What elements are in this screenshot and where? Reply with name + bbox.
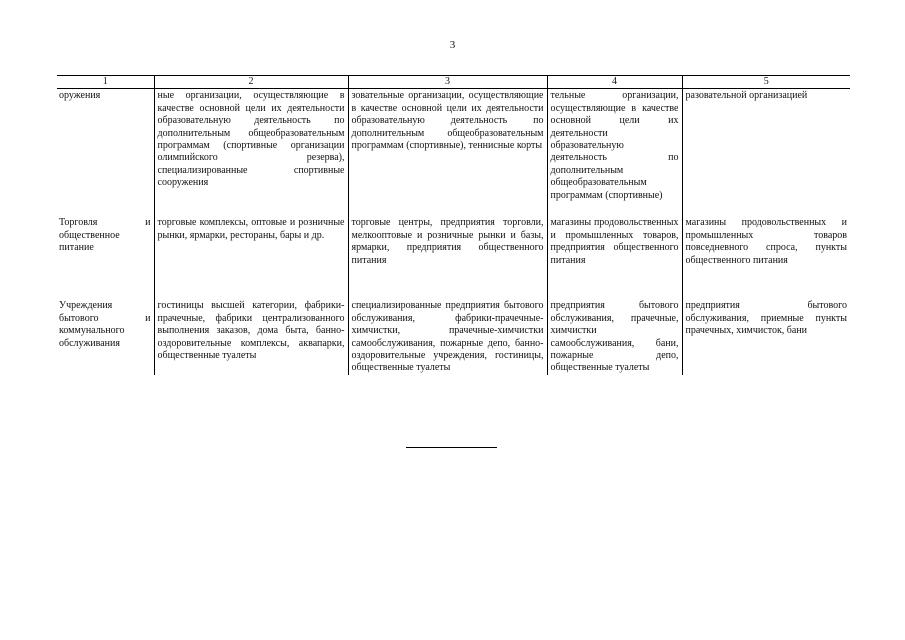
table-row: [57, 208, 850, 291]
table-cell: предприятия бытового обслуживания, приемные пункты прачечных, химчисток, бани: [682, 291, 850, 374]
table-cell: гостиницы высшей категории, фабрики-прачечные, фабрики централизованного выполнения заказов, дома быта, банно-оздоровительные комплексы, аквапарки, общественные туалеты: [154, 291, 348, 374]
table-cell: торговые центры, предприятия торговли, мелкооптовые и розничные рынки и базы, ярмарки, предприятия общественного питания: [348, 208, 547, 291]
table-cell: торговые комплексы, оптовые и розничные рынки, ярмарки, рестораны, бары и др.: [154, 208, 348, 291]
table-row: [57, 291, 850, 374]
table-cell: разовательной организацией: [682, 89, 850, 209]
table-cell: Торговля и общественное питание: [59, 217, 151, 254]
column-header: 4: [547, 76, 682, 89]
table-cell: оружения: [59, 90, 101, 102]
page-number: 3: [449, 39, 456, 51]
table-cell: зовательные организации, осуществляющие в качестве основной цели их деятельности образовательную деятельность по дополнительным общеобразовательным программам (спортивные), теннисные корты: [348, 89, 547, 209]
table-cell: магазины продовольственных и промышленных товаров, предприятия общественного питания: [547, 208, 682, 291]
column-header: 2: [154, 76, 348, 89]
table-cell: предприятия бытового обслуживания, прачечные, химчистки самообслуживания, бани, пожарные депо, общественные туалеты: [547, 291, 682, 374]
table-cell: специализированные предприятия бытового обслуживания, фабрики-прачечные-химчистки, прачечные-химчистки самообслуживания, пожарные депо, банно-оздоровительные учреждения, гостиницы, общественные туалеты: [348, 291, 547, 374]
table-cell: магазины продовольственных и промышленных товаров повседневного спроса, пункты общественного питания: [682, 208, 850, 291]
end-rule-divider: [406, 447, 497, 448]
table-cell: тельные организации, осуществляющие в качестве основной цели их деятельности образовательную деятельность по дополнительным общеобразовательным программам (спортивные): [547, 89, 682, 209]
column-header: 1: [57, 76, 154, 89]
norms-table: [57, 75, 850, 375]
table-row: [57, 89, 850, 209]
table-cell: ные организации, осуществляющие в качестве основной цели их деятельности образовательную деятельность по дополнительным общеобразовательным программам (спортивные организации олимпийского резерва), специализированные спортивные сооружения: [154, 89, 348, 209]
table-header-row: [57, 76, 850, 89]
column-header: 5: [682, 76, 850, 89]
column-header: 3: [348, 76, 547, 89]
table-cell: Учреждения бытового и коммунального обслуживания: [59, 300, 151, 349]
